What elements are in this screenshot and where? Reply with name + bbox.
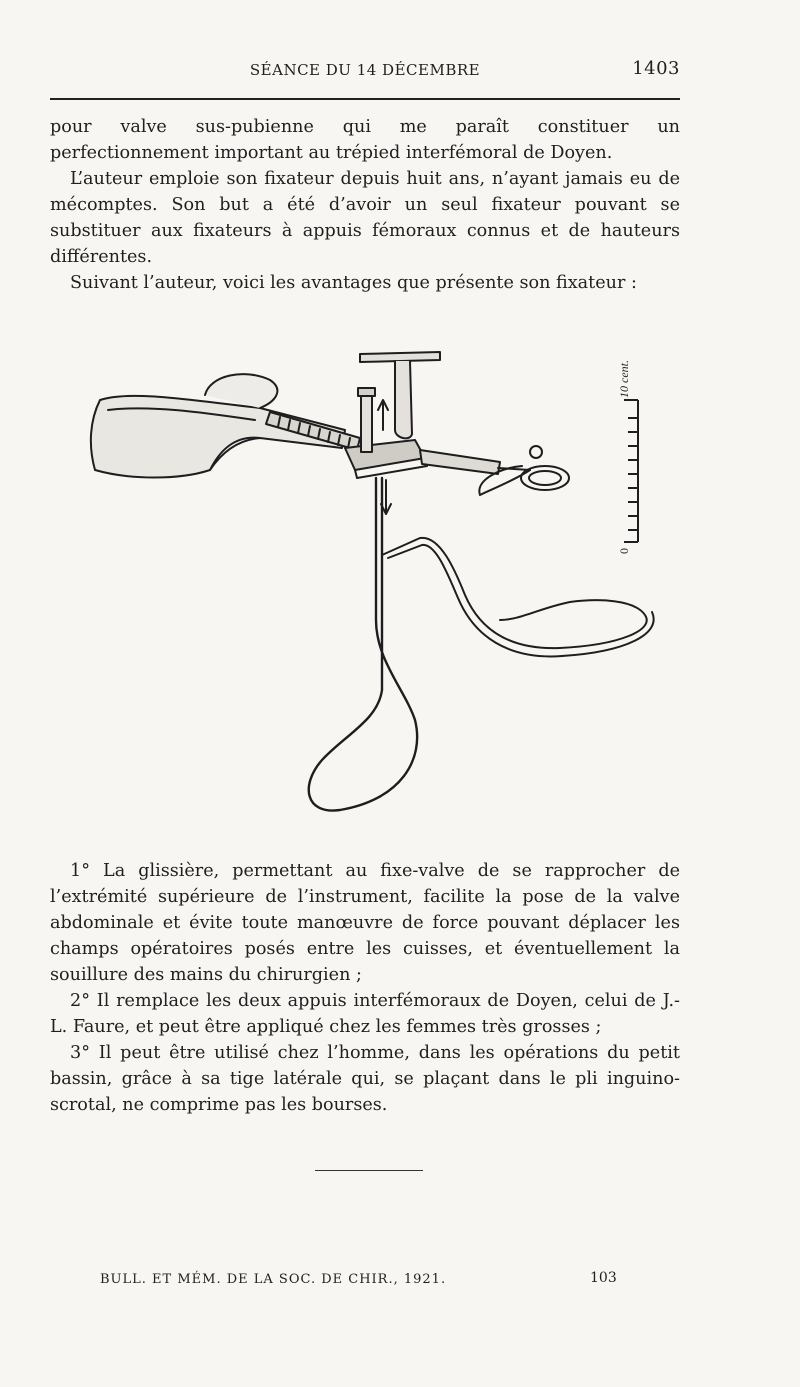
scale-bar (624, 400, 638, 542)
footer-citation: BULL. ET MÉM. DE LA SOC. DE CHIR., 1921. (100, 1272, 447, 1287)
running-title: SÉANCE DU 14 DÉCEMBRE (249, 61, 481, 79)
body-paragraph: L’auteur emploie son fixateur depuis huit ans, n’ayant jamais eu de mécomptes. Son but a été d’avoir un seul fixateur pouvant se substituer aux fixateurs à appuis fémoraux connus et de hauteurs différentes. (50, 169, 680, 267)
list-item: 2° Il remplace les deux appuis interfémoraux de Doyen, celui de J.-L. Faure, et peut être appliqué chez les femmes très grosses ; (50, 991, 680, 1037)
up-arrow (378, 400, 388, 430)
page-number: 1403 (632, 58, 680, 79)
running-head (50, 58, 680, 84)
t-handle (360, 352, 440, 362)
list-item: 1° La glissière, permettant au fixe-valve de se rapprocher de l’extrémité supérieure de l’instrument, facilite la pose de la valve abdominale et évite toute manœuvre de force pouvant déplacer les champs opératoires posés entre les cuisses, et éventuellement la souillure des mains du chirurgien ; (50, 861, 680, 985)
fixator-illustration (60, 330, 680, 830)
scale-top-label: 10 cent. (617, 360, 631, 398)
scale-bottom-label: 0 (617, 548, 631, 554)
header-rule (50, 98, 680, 100)
vertical-pin (361, 392, 372, 452)
sheet-number: 103 (590, 1270, 617, 1286)
list-item: 3° Il peut être utilisé chez l’homme, dans les opérations du petit bassin, grâce à sa tige latérale qui, se plaçant dans le pli inguino-scrotal, ne comprime pas les bourses. (50, 1043, 680, 1115)
closing-rule (315, 1170, 423, 1171)
body-paragraph: pour valve sus-pubienne qui me paraît constituer un perfectionnement important au trépied interfémoral de Doyen. (50, 117, 680, 163)
body-paragraph: Suivant l’auteur, voici les avantages que présente son fixateur : (70, 273, 637, 293)
support-rod (309, 478, 417, 811)
right-bar (420, 450, 500, 474)
